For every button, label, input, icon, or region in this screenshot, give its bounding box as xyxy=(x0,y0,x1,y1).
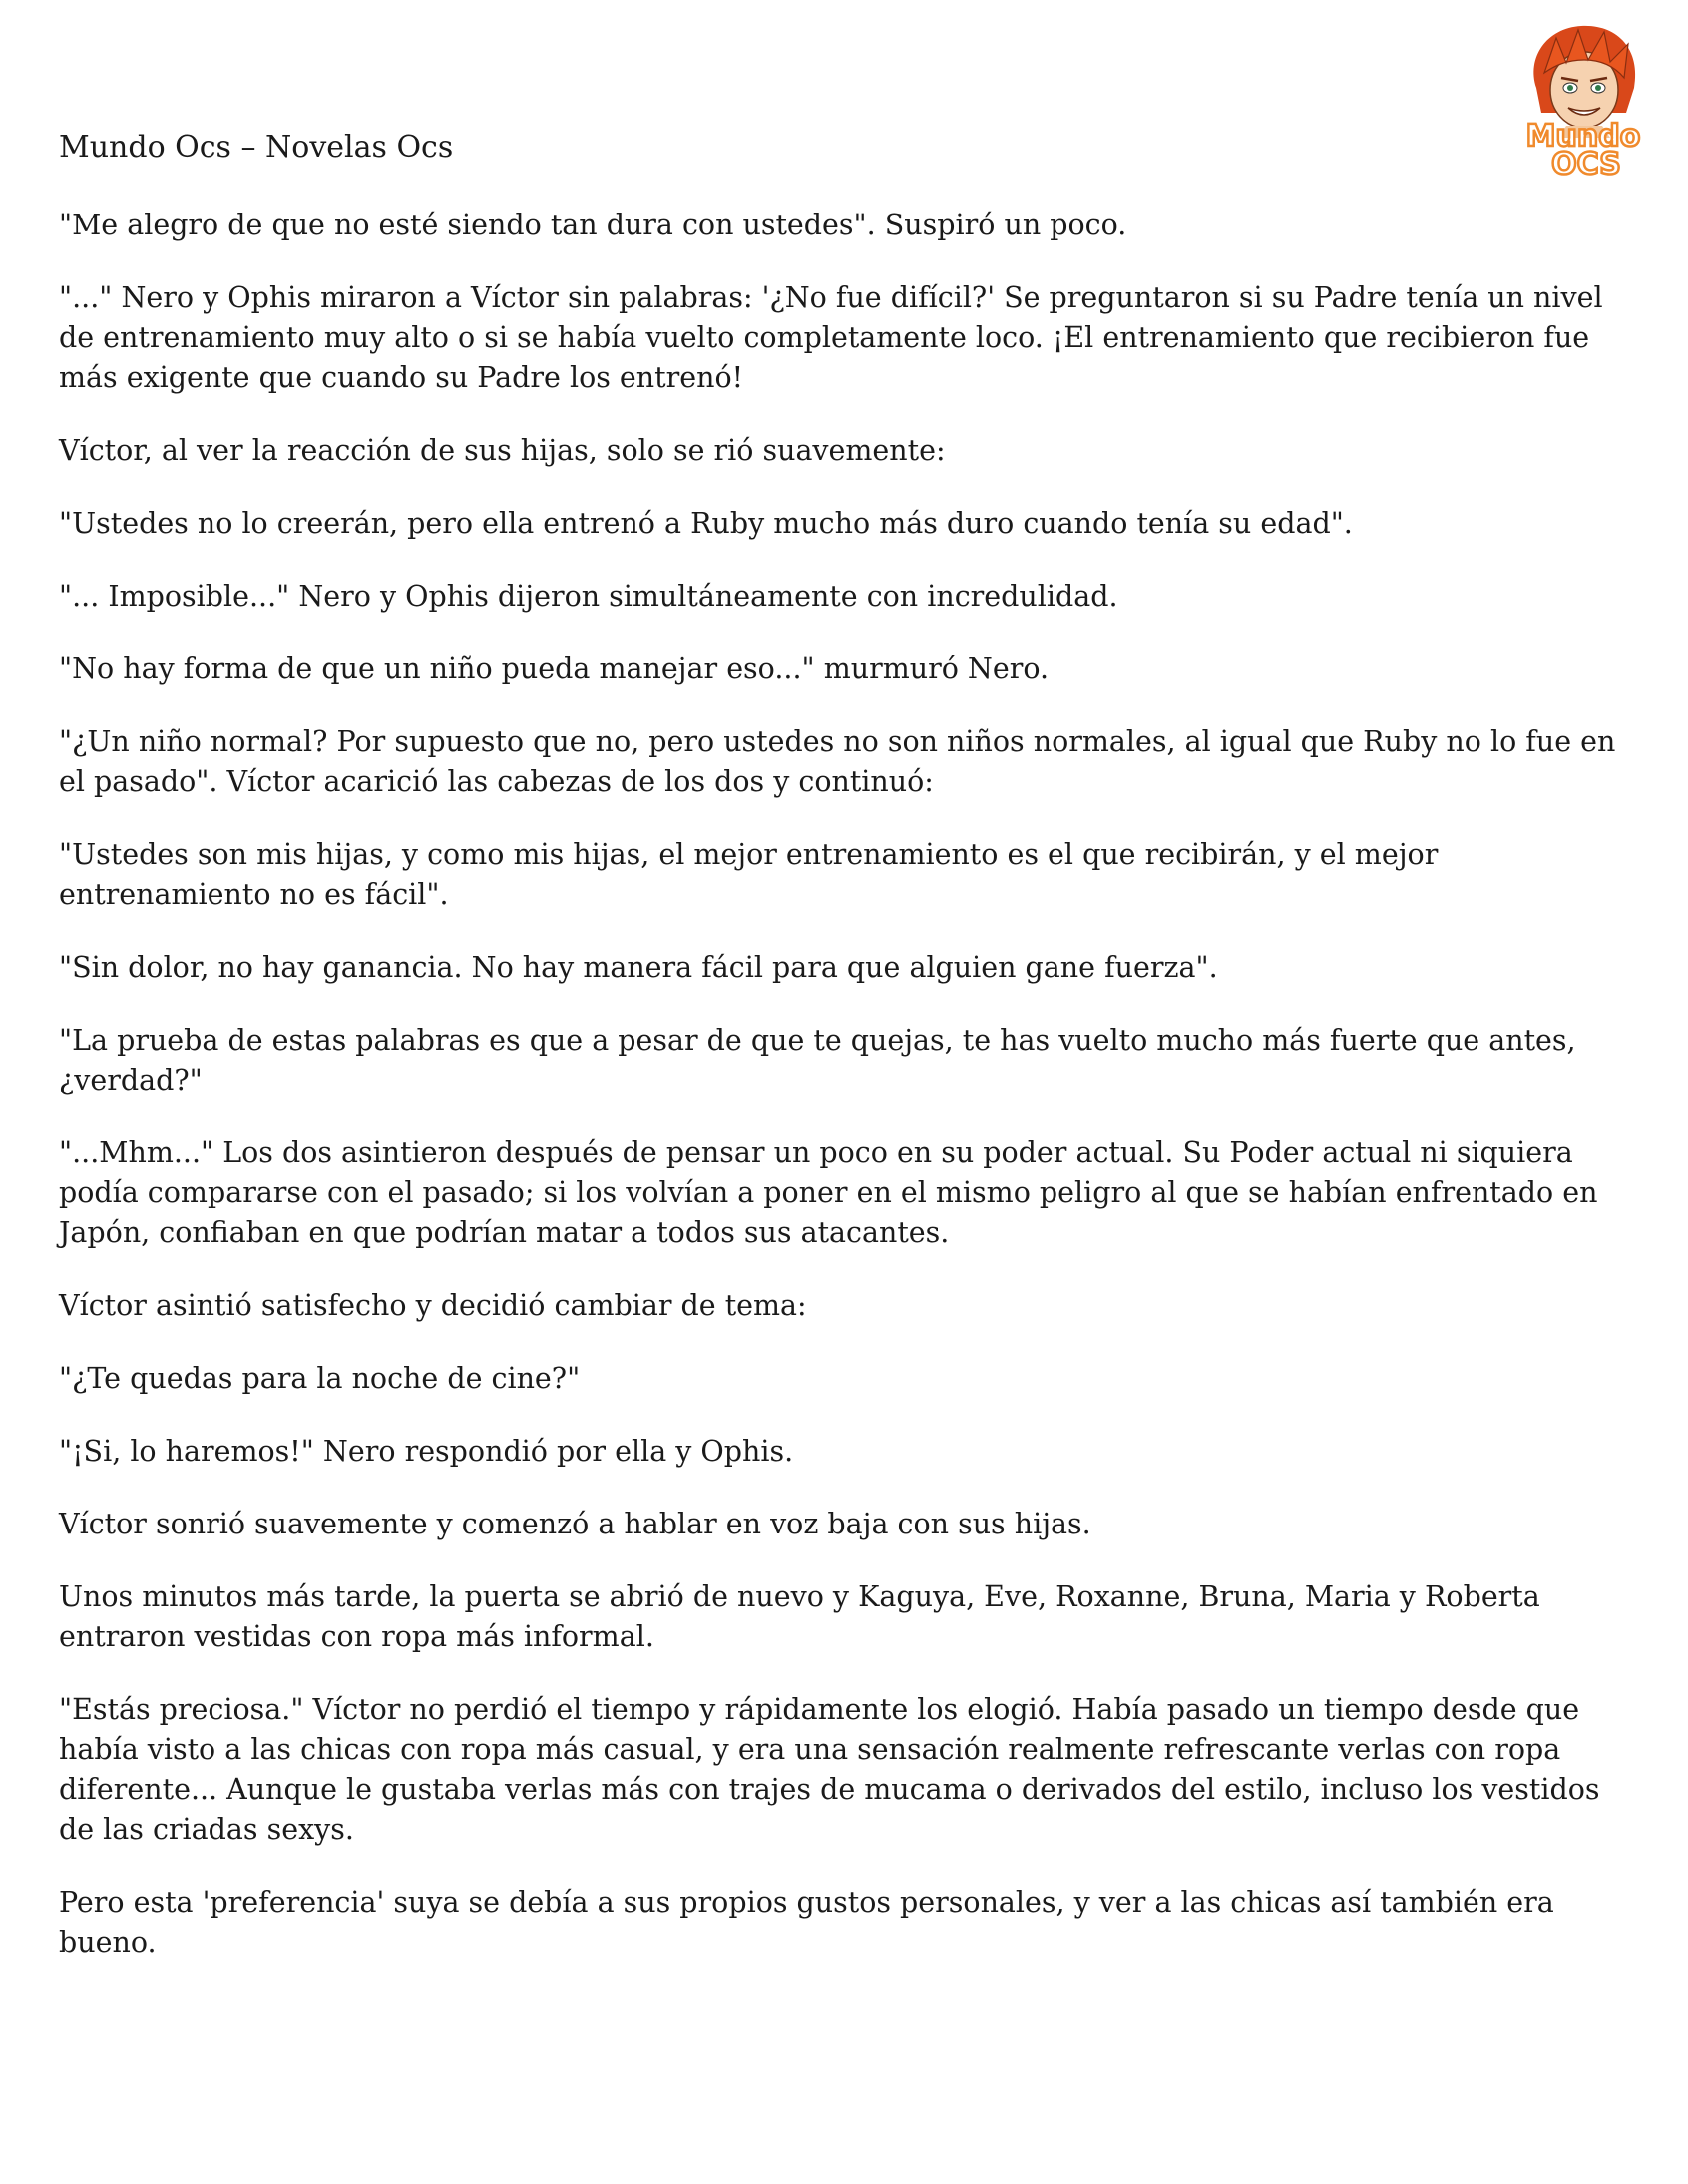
paragraph: "Ustedes no lo creerán, pero ella entrenó a Ruby mucho más duro cuando tenía su edad". xyxy=(59,507,1353,540)
paragraph: "¡Si, lo haremos!" Nero respondió por ella y Ophis. xyxy=(59,1435,794,1468)
page-header: Mundo Ocs – Novelas Ocs xyxy=(59,130,454,165)
paragraph: "Estás preciosa." Víctor no perdió el tiempo y rápidamente los elogió. Había pasado un tiempo desde que había visto a las chicas con ropa más casual, y era una sensación realmente refrescante verlas con ropa diferente... Aunque le gustaba verlas más con trajes de mucama o derivados del estilo, incluso los vestidos de las criadas sexys. xyxy=(59,1693,1600,1846)
paragraph: Víctor sonrió suavemente y comenzó a hablar en voz baja con sus hijas. xyxy=(59,1508,1091,1540)
paragraph: "...Mhm..." Los dos asintieron después de pensar un poco en su poder actual. Su Poder actual ni siquiera podía compararse con el pasado; si los volvían a poner en el mismo peligro al que se habían enfrentado en Japón, confiaban en que podrían matar a todos sus atacantes. xyxy=(59,1136,1598,1249)
paragraph: "Sin dolor, no hay ganancia. No hay manera fácil para que alguien gane fuerza". xyxy=(59,951,1218,984)
paragraph: "No hay forma de que un niño pueda manejar eso..." murmuró Nero. xyxy=(59,653,1050,685)
document-body xyxy=(59,206,1635,1995)
paragraph: "La prueba de estas palabras es que a pesar de que te quejas, te has vuelto mucho más fuerte que antes, ¿verdad?" xyxy=(59,1024,1576,1096)
paragraph: Víctor asintió satisfecho y decidió cambiar de tema: xyxy=(59,1289,807,1322)
mundo-ocs-logo xyxy=(1506,18,1661,178)
paragraph: Pero esta 'preferencia' suya se debía a sus propios gustos personales, y ver a las chicas así también era bueno. xyxy=(59,1886,1554,1959)
paragraph: "..." Nero y Ophis miraron a Víctor sin palabras: '¿No fue difícil?' Se preguntaron si su Padre tenía un nivel de entrenamiento muy alto o si se había vuelto completamente loco. ¡El entrenamiento que recibieron fue más exigente que cuando su Padre los entrenó! xyxy=(59,281,1603,394)
paragraph: "¿Te quedas para la noche de cine?" xyxy=(59,1362,581,1395)
paragraph: Unos minutos más tarde, la puerta se abrió de nuevo y Kaguya, Eve, Roxanne, Bruna, Maria y Roberta entraron vestidas con ropa más informal. xyxy=(59,1580,1540,1653)
paragraph: "¿Un niño normal? Por supuesto que no, pero ustedes no son niños normales, al igual que Ruby no lo fue en el pasado". Víctor acarició las cabezas de los dos y continuó: xyxy=(59,725,1616,798)
paragraph: "Me alegro de que no esté siendo tan dura con ustedes". Suspiró un poco. xyxy=(59,209,1127,241)
paragraph: "Ustedes son mis hijas, y como mis hijas, el mejor entrenamiento es el que recibirán, y el mejor entrenamiento no es fácil". xyxy=(59,838,1439,911)
logo-text-line2: OCS xyxy=(1551,147,1621,178)
logo-text-line1: Mundo xyxy=(1525,119,1641,154)
paragraph: "... Imposible..." Nero y Ophis dijeron simultáneamente con incredulidad. xyxy=(59,580,1118,613)
paragraph: Víctor, al ver la reacción de sus hijas, solo se rió suavemente: xyxy=(59,434,946,467)
mascot-logo-icon xyxy=(1506,18,1661,178)
